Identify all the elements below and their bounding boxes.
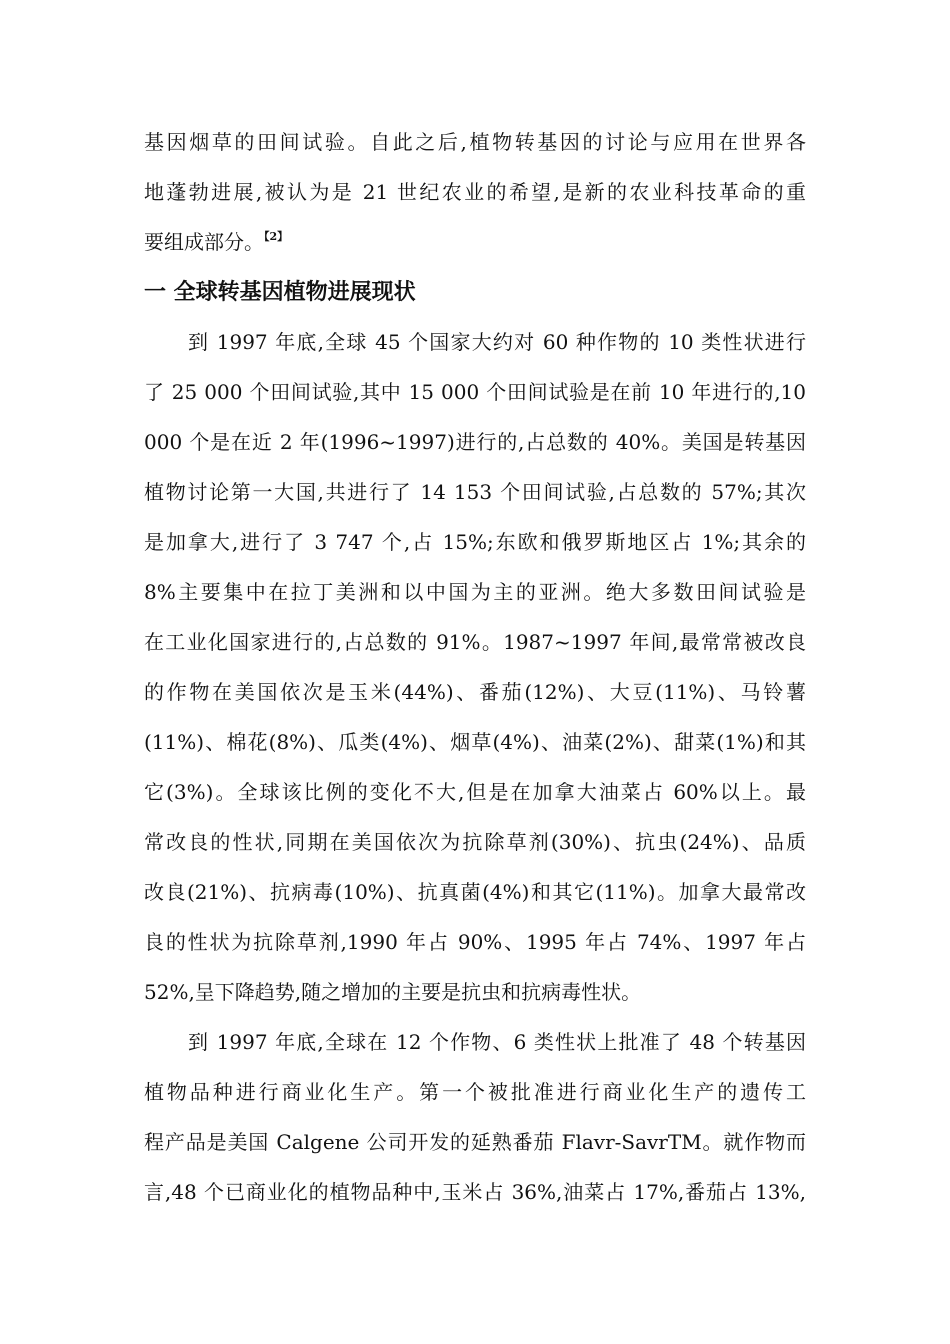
intro-line-2: 地蓬勃进展,被认为是 21 世纪农业的希望,是新的农业科技革命的重 (144, 180, 806, 204)
paragraph1-line-8: 的作物在美国依次是玉米(44%)、番茄(12%)、大豆(11%)、马铃薯 (144, 680, 806, 704)
paragraph1-line-11: 常改良的性状,同期在美国依次为抗除草剂(30%)、抗虫(24%)、品质 (144, 830, 806, 854)
section-heading: 一 全球转基因植物进展现状 (144, 280, 416, 305)
paragraph1-line-14: 52%,呈下降趋势,随之增加的主要是抗虫和抗病毒性状。 (144, 980, 642, 1004)
paragraph1-line-13: 良的性状为抗除草剂,1990 年占 90%、1995 年占 74%、1997 年占 (144, 930, 806, 954)
paragraph1-line-3: 000 个是在近 2 年(1996~1997)进行的,占总数的 40%。美国是转基因 (144, 430, 806, 454)
paragraph1-line-2: 了 25 000 个田间试验,其中 15 000 个田间试验是在前 10 年进行的,10 (144, 380, 806, 404)
paragraph1-line-5: 是加拿大,进行了 3 747 个,占 15%;东欧和俄罗斯地区占 1%;其余的 (144, 530, 806, 554)
paragraph1-line-12: 改良(21%)、抗病毒(10%)、抗真菌(4%)和其它(11%)。加拿大最常改 (144, 880, 806, 904)
paragraph1-line-10: 它(3%)。全球该比例的变化不大,但是在加拿大油菜占 60%以上。最 (144, 780, 806, 804)
paragraph1-line-1: 到 1997 年底,全球 45 个国家大约对 60 种作物的 10 类性状进行 (188, 330, 806, 354)
paragraph2-line-1: 到 1997 年底,全球在 12 个作物、6 类性状上批准了 48 个转基因 (188, 1030, 806, 1054)
intro-line-3 (144, 227, 806, 257)
paragraph2-line-2: 植物品种进行商业化生产。第一个被批准进行商业化生产的遗传工 (144, 1080, 806, 1104)
paragraph1-line-7: 在工业化国家进行的,占总数的 91%。1987~1997 年间,最常常被改良 (144, 630, 806, 654)
paragraph1-line-6: 8%主要集中在拉丁美洲和以中国为主的亚洲。绝大多数田间试验是 (144, 580, 806, 604)
paragraph2-line-4: 言,48 个已商业化的植物品种中,玉米占 36%,油菜占 17%,番茄占 13%, (144, 1180, 806, 1204)
paragraph1-line-9: (11%)、棉花(8%)、瓜类(4%)、烟草(4%)、油菜(2%)、甜菜(1%)和其 (144, 730, 806, 754)
intro-line-1: 基因烟草的田间试验。自此之后,植物转基因的讨论与应用在世界各 (144, 130, 806, 154)
paragraph2-line-3: 程产品是美国 Calgene 公司开发的延熟番茄 Flavr-SavrTM。就作物而 (144, 1130, 806, 1154)
paragraph1-line-4: 植物讨论第一大国,共进行了 14 153 个田间试验,占总数的 57%;其次 (144, 480, 806, 504)
citation-marker: 【2】 (264, 230, 289, 243)
intro-line-3-text: 要组成部分。 (144, 230, 264, 254)
